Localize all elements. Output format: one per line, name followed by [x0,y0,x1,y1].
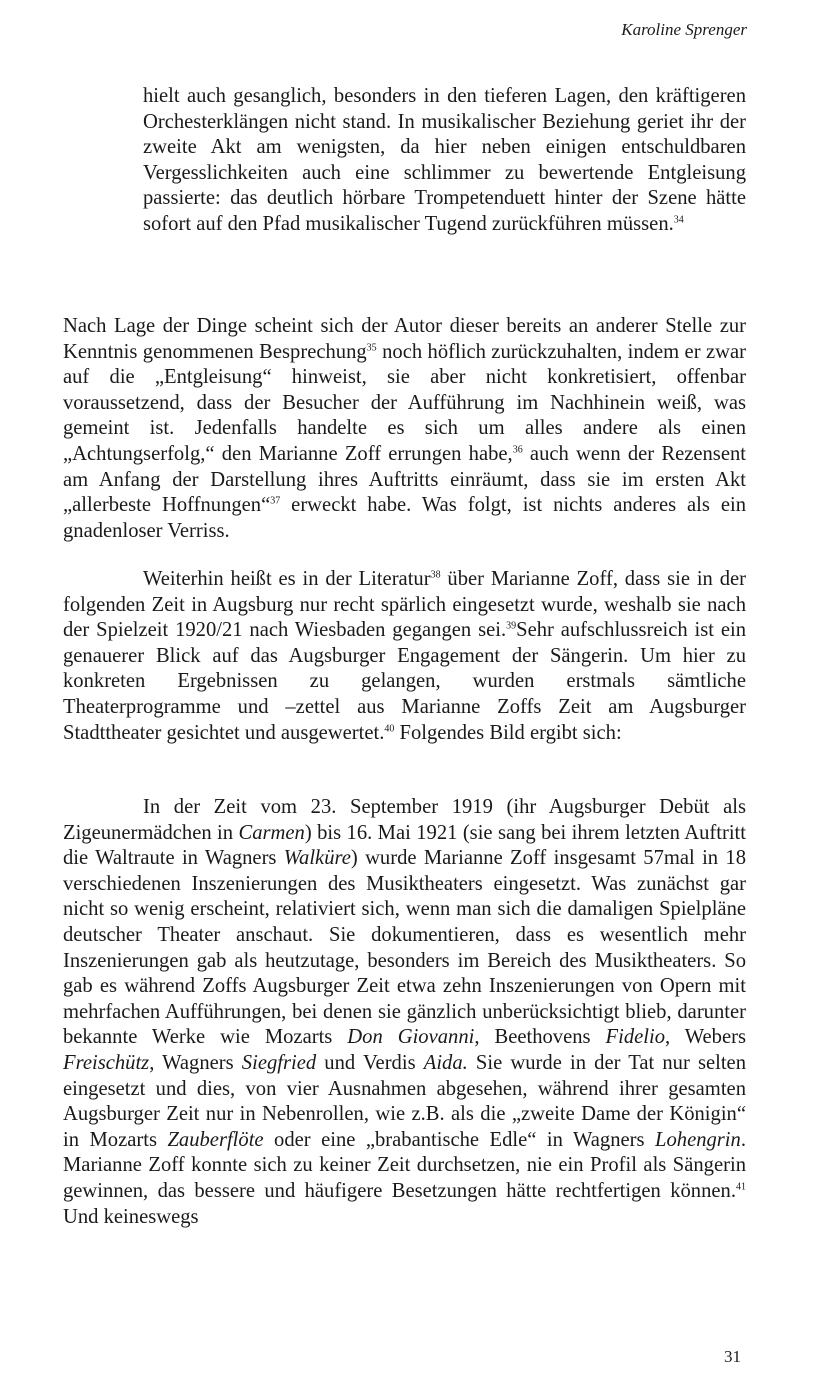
running-head: Karoline Sprenger [621,20,747,39]
work-title: Zauberflöte [167,1128,264,1151]
text-run: noch höflich zurückzuhalten, indem er zwar auf die „Entgleisung“ hinweist, sie aber nicht konkretisiert, offenbar voraussetzend, dass der Besucher der Aufführung im Nachhinein weiß, was gemeint ist. Jedenfalls handelte es sich um alles andere als einen „Achtungserfolg,“ den Marianne Zoff errungen habe, [63,340,746,465]
work-title: Fidelio [605,1026,666,1049]
paragraph-2 [63,567,746,746]
text-run: , Wagners [149,1051,242,1074]
text-run: Folgendes Bild ergibt sich: [394,721,622,744]
work-title: Freischütz [63,1051,150,1074]
footnote-ref: 35 [366,342,377,354]
footnote-ref: 36 [512,444,523,456]
footnote-ref: 40 [384,723,395,735]
text-run: auch wenn der Rezensent am Anfang der Darstellung ihres Auftritts einräumt, dass sie im ersten Akt „allerbeste Hoffnungen“ [63,442,746,517]
work-title: Lohengrin [655,1128,741,1151]
page-number: 31 [724,1347,741,1366]
work-title: Walküre [283,847,351,870]
footnote-ref: 41 [736,1181,746,1193]
text-run: . Marianne Zoff konnte sich zu keiner Zeit durchsetzen, nie ein Profil als Sängerin gewinnen, das bessere und häufigere Besetzungen hätte rechtfertigen können. [63,1128,746,1202]
text-run: erweckt habe. Was folgt, ist nichts anderes als ein gnadenloser Verriss. [63,494,746,542]
text-run: ) bis 16. Mai 1921 (sie sang bei ihrem letzten Auftritt die Waltraute in Wagners [63,821,746,870]
text-run: und Verdis [316,1051,424,1074]
text-run: Sehr aufschlussreich ist ein genauerer Blick auf das Augsburger Engagement der Sängerin. Um hier zu konkreten Ergebnissen zu gelangen, wurden erstmals sämtliche Theaterprogramme und –zettel aus Marianne Zoffs Zeit am Augsburger Stadttheater gesichtet und ausgewertet. [63,619,747,744]
text-run: Weiterhin heißt es in der Literatur [143,568,431,590]
text-run: In der Zeit vom 23. September 1919 (ihr Augsburger Debüt als Zigeunermädchen in [63,796,746,844]
text-run: , Beethovens [474,1026,606,1049]
footnote-ref: 37 [270,495,281,507]
paragraph-3 [63,795,746,1230]
work-title: Aida. [423,1051,468,1074]
quote-text: hielt auch gesanglich, besonders in den tieferen Lagen, den kräftigeren Orchesterklängen nicht stand. In musikalischer Beziehung geriet ihr der zweite Akt am wenigsten, da hier neben einigen entschuldbaren Vergesslichkeiten auch eine schlimmer zu bewertende Entgleisung passierte: das deutlich hörbare Trompetenduett hinter der Szene hätte sofort auf den Pfad musikalischer Tugend zurückführen müssen. [143,85,746,235]
block-quote [143,84,746,238]
footnote-ref: 38 [430,569,441,581]
text-run: Sie wurde in der Tat nur selten eingesetzt und dies, von vier Ausnahmen abgesehen, während ihrer gesamten Augsburger Zeit nur in Nebenrollen, wie z.B. als die „zweite Dame der Königin“ in Mozarts [63,1051,746,1151]
work-title: Don Giovanni [347,1026,475,1049]
work-title: Siegfried [241,1051,317,1074]
footnote-ref: 39 [506,620,517,632]
text-run: Und keineswegs [63,1205,199,1228]
paragraph-1 [63,314,746,544]
text-run: oder eine „brabantische Edle“ in Wagners [263,1128,656,1151]
footnote-ref: 34 [673,214,684,226]
text-run: , Webers [665,1026,746,1049]
text-run: über Marianne Zoff, dass sie in der folgenden Zeit in Augsburg nur recht spärlich eingesetzt wurde, weshalb sie nach der Spielzeit 1920/21 nach Wiesbaden gegangen sei. [63,568,746,642]
work-title: Carmen [238,821,305,844]
text-run: Nach Lage der Dinge scheint sich der Autor dieser bereits an anderer Stelle zur Kenntnis genommenen Besprechung [63,315,746,363]
text-run: ) wurde Marianne Zoff insgesamt 57mal in 18 verschiedenen Inszenierungen des Musiktheaters eingesetzt. Was zunächst gar nicht so wenig erscheint, relativiert sich, wenn man sich die damaligen Spielpläne deutscher Theater anschaut. Sie dokumentieren, dass es wesentlich mehr Inszenierungen gab als heutzutage, besonders im Bereich des Musiktheaters. So gab es während Zoffs Augsburger Zeit etwa zehn Inszenierungen von Opern mit mehrfachen Aufführungen, bei denen sie gänzlich unberücksichtigt blieb, darunter bekannte Werke wie Mozarts [63,847,746,1049]
